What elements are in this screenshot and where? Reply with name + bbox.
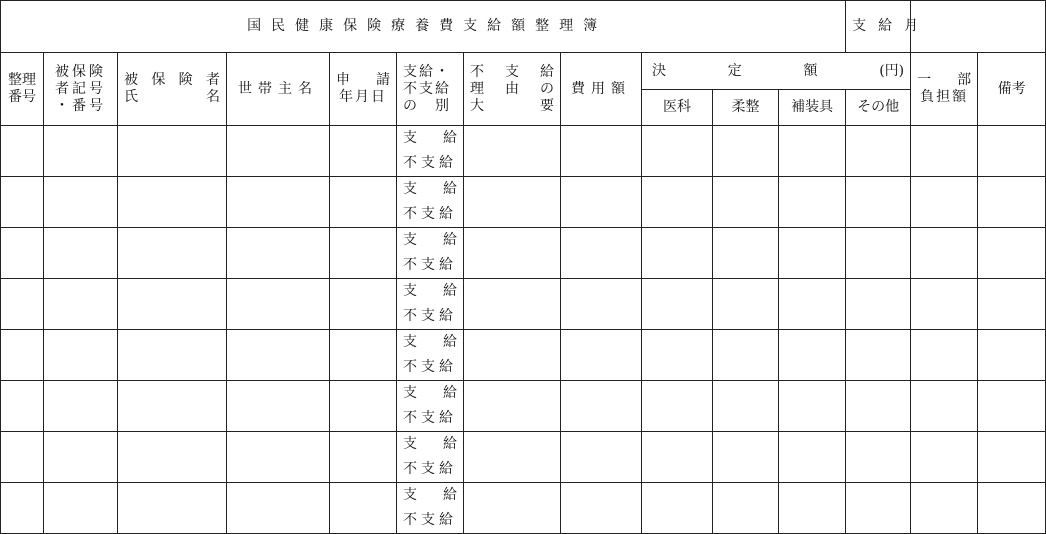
table-cell[interactable]: [911, 381, 978, 432]
header-biko: 備考: [978, 53, 1046, 126]
table-cell[interactable]: [464, 126, 561, 177]
table-cell[interactable]: [1, 126, 44, 177]
table-cell[interactable]: [1, 228, 44, 279]
table-cell[interactable]: [464, 228, 561, 279]
table-cell[interactable]: [227, 483, 330, 534]
header-juusei: 柔整: [713, 90, 779, 126]
table-cell[interactable]: [44, 126, 118, 177]
table-cell[interactable]: [779, 126, 846, 177]
shikyu-kubun-cell[interactable]: [397, 330, 464, 381]
table-cell[interactable]: [227, 432, 330, 483]
shikyu-kubun-cell[interactable]: [397, 126, 464, 177]
table-cell[interactable]: [561, 330, 642, 381]
table-cell[interactable]: [227, 177, 330, 228]
table-cell[interactable]: [118, 432, 227, 483]
table-cell[interactable]: [779, 381, 846, 432]
option-fushikyu[interactable]: 不支給: [403, 257, 457, 273]
table-cell[interactable]: [846, 381, 911, 432]
table-cell[interactable]: [1, 483, 44, 534]
table-cell[interactable]: [330, 330, 397, 381]
table-cell[interactable]: [642, 177, 713, 228]
option-fushikyu[interactable]: 不支給: [403, 308, 457, 324]
table-cell[interactable]: [118, 330, 227, 381]
table-cell[interactable]: [911, 483, 978, 534]
header-shikyu-betsu: 支給・ 不支給 の 別: [397, 53, 464, 126]
table-cell[interactable]: [642, 432, 713, 483]
shikyu-kubun-cell[interactable]: [397, 432, 464, 483]
table-cell[interactable]: [911, 126, 978, 177]
table-cell[interactable]: [464, 381, 561, 432]
table-cell[interactable]: [330, 483, 397, 534]
table-cell[interactable]: [44, 177, 118, 228]
table-cell[interactable]: [978, 177, 1046, 228]
option-fushikyu[interactable]: 不支給: [403, 155, 457, 171]
table-cell[interactable]: [846, 279, 911, 330]
table-row: [1, 432, 1046, 483]
table-row: [1, 279, 1046, 330]
table-cell[interactable]: [642, 279, 713, 330]
title-row: [1, 1, 1046, 53]
header-hihokensha-kigo: 被保険 者記号 ・番号: [44, 53, 118, 126]
table-cell[interactable]: [118, 279, 227, 330]
table-cell[interactable]: [713, 330, 779, 381]
table-cell[interactable]: [330, 228, 397, 279]
table-cell[interactable]: [464, 483, 561, 534]
table-cell[interactable]: [911, 177, 978, 228]
table-cell[interactable]: [978, 330, 1046, 381]
header-seiri-bango: 整理 番号: [1, 53, 44, 126]
table-cell[interactable]: [118, 126, 227, 177]
option-shikyu[interactable]: 給: [443, 130, 457, 146]
month-label-cell: 支 給 月: [846, 1, 911, 53]
table-cell[interactable]: [642, 126, 713, 177]
header-ichibu-futan: 一 部 負担額: [911, 53, 978, 126]
header-sonota: その他: [846, 90, 911, 126]
header-ika: 医科: [642, 90, 713, 126]
table-cell[interactable]: [1, 177, 44, 228]
table-cell[interactable]: [978, 126, 1046, 177]
header-shinsei: 申 請 年月日: [330, 53, 397, 126]
table-cell[interactable]: [978, 432, 1046, 483]
table-cell[interactable]: [330, 126, 397, 177]
table-cell[interactable]: [978, 279, 1046, 330]
shikyu-kubun-cell[interactable]: [397, 228, 464, 279]
table-cell[interactable]: [561, 381, 642, 432]
table-row: [1, 126, 1046, 177]
option-fushikyu[interactable]: 不支給: [403, 512, 457, 528]
table-cell[interactable]: [464, 279, 561, 330]
table-cell[interactable]: [911, 279, 978, 330]
table-cell[interactable]: [713, 279, 779, 330]
table-cell[interactable]: [911, 228, 978, 279]
table-cell[interactable]: [561, 228, 642, 279]
option-fushikyu[interactable]: 不支給: [403, 410, 457, 426]
table-cell[interactable]: [1, 330, 44, 381]
table-cell[interactable]: [642, 228, 713, 279]
table-cell[interactable]: [846, 330, 911, 381]
table-cell[interactable]: [779, 330, 846, 381]
table-cell[interactable]: [227, 330, 330, 381]
option-shikyu[interactable]: 給: [443, 283, 457, 299]
table-cell[interactable]: [44, 381, 118, 432]
table-cell[interactable]: [846, 483, 911, 534]
option-shikyu[interactable]: 給: [443, 334, 457, 350]
table-row: [1, 330, 1046, 381]
table-cell[interactable]: [561, 483, 642, 534]
table-cell[interactable]: [44, 228, 118, 279]
table-cell[interactable]: [1, 381, 44, 432]
table-cell[interactable]: [330, 177, 397, 228]
table-cell[interactable]: [227, 228, 330, 279]
table-cell[interactable]: [713, 228, 779, 279]
table-cell[interactable]: [118, 177, 227, 228]
option-shikyu[interactable]: 支: [403, 181, 417, 197]
table-row: [1, 483, 1046, 534]
header-hosougu: 補装具: [779, 90, 846, 126]
option-shikyu[interactable]: 給: [443, 181, 457, 197]
table-cell[interactable]: [561, 126, 642, 177]
shikyu-kubun-cell[interactable]: [397, 483, 464, 534]
table-cell[interactable]: [978, 483, 1046, 534]
table-cell[interactable]: [713, 432, 779, 483]
table-cell[interactable]: [978, 228, 1046, 279]
option-shikyu[interactable]: 支: [403, 232, 417, 248]
option-shikyu[interactable]: 給: [443, 436, 457, 452]
shikyu-kubun-cell[interactable]: [397, 177, 464, 228]
table-cell[interactable]: [978, 381, 1046, 432]
table-cell[interactable]: [561, 279, 642, 330]
table-cell[interactable]: [1, 279, 44, 330]
table-row: [1, 177, 1046, 228]
table-row: [1, 228, 1046, 279]
option-shikyu[interactable]: 支: [403, 283, 417, 299]
table-cell[interactable]: [1, 432, 44, 483]
header-row-1: [1, 53, 1046, 90]
header-kettei-gaku: 決 定 額 (円): [642, 53, 911, 90]
header-setai-nushi: 世帯主名: [227, 53, 330, 126]
table-cell[interactable]: [779, 432, 846, 483]
page-title: 国民健康保険療養費支給額整理簿: [1, 1, 846, 53]
table-cell[interactable]: [713, 483, 779, 534]
table-cell[interactable]: [779, 279, 846, 330]
table-cell[interactable]: [118, 381, 227, 432]
table-cell[interactable]: [911, 432, 978, 483]
table-cell[interactable]: [330, 432, 397, 483]
option-shikyu[interactable]: 支: [403, 487, 417, 503]
table-cell[interactable]: [227, 381, 330, 432]
option-shikyu[interactable]: 給: [443, 487, 457, 503]
table-cell[interactable]: [44, 330, 118, 381]
option-fushikyu[interactable]: 不支給: [403, 359, 457, 375]
header-hihokensha-shimei: 被 保 険 者 氏 名: [118, 53, 227, 126]
option-shikyu[interactable]: 支: [403, 334, 417, 350]
table-cell[interactable]: [642, 483, 713, 534]
table-cell[interactable]: [227, 126, 330, 177]
table-cell[interactable]: [713, 381, 779, 432]
table-cell[interactable]: [713, 126, 779, 177]
table-cell[interactable]: [846, 432, 911, 483]
table-cell[interactable]: [779, 483, 846, 534]
table-cell[interactable]: [227, 279, 330, 330]
option-shikyu[interactable]: 支: [403, 436, 417, 452]
table-cell[interactable]: [118, 228, 227, 279]
option-fushikyu[interactable]: 不支給: [403, 206, 457, 222]
table-cell[interactable]: [118, 483, 227, 534]
table-cell[interactable]: [779, 228, 846, 279]
table-cell[interactable]: [330, 279, 397, 330]
table-cell[interactable]: [464, 177, 561, 228]
shikyu-kubun-cell[interactable]: [397, 279, 464, 330]
table-cell[interactable]: [561, 177, 642, 228]
table-cell[interactable]: [464, 330, 561, 381]
table-cell[interactable]: [642, 330, 713, 381]
table-cell[interactable]: [44, 432, 118, 483]
option-shikyu[interactable]: 給: [443, 232, 457, 248]
table-cell[interactable]: [642, 381, 713, 432]
option-shikyu[interactable]: 給: [443, 385, 457, 401]
header-hiyo-gaku: 費用額: [561, 53, 642, 126]
table-cell[interactable]: [911, 330, 978, 381]
table-cell[interactable]: [846, 177, 911, 228]
table-cell[interactable]: [44, 483, 118, 534]
option-shikyu[interactable]: 支: [403, 130, 417, 146]
option-shikyu[interactable]: 支: [403, 385, 417, 401]
shikyu-kubun-cell[interactable]: [397, 381, 464, 432]
table-cell[interactable]: [846, 228, 911, 279]
header-fushikyu-riyu: 不 支 給 理 由 の 大 要: [464, 53, 561, 126]
table-cell[interactable]: [561, 432, 642, 483]
table-cell[interactable]: [779, 177, 846, 228]
table-cell[interactable]: [330, 381, 397, 432]
table-cell[interactable]: [713, 177, 779, 228]
month-value-cell[interactable]: [911, 1, 1046, 53]
table-cell[interactable]: [44, 279, 118, 330]
table-cell[interactable]: [464, 432, 561, 483]
table-cell[interactable]: [846, 126, 911, 177]
option-fushikyu[interactable]: 不支給: [403, 461, 457, 477]
table-row: [1, 381, 1046, 432]
